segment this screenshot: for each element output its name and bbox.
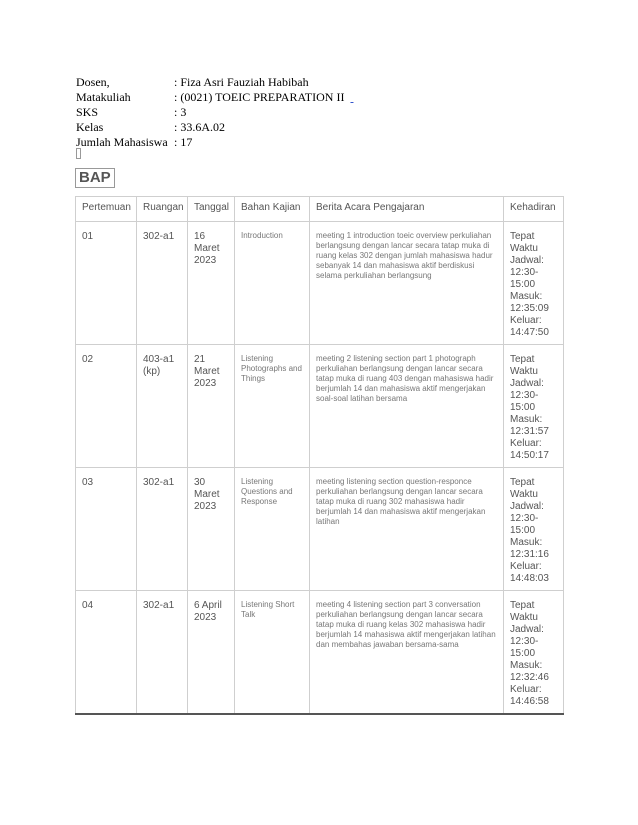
attendance-in: Masuk: 12:31:16 xyxy=(510,537,549,560)
header-pertemuan: Pertemuan xyxy=(76,197,137,222)
info-row-kelas xyxy=(76,120,353,135)
cell-pertemuan: 04 xyxy=(76,591,137,715)
attendance-status: Tepat Waktu xyxy=(510,600,538,623)
cell-pertemuan: 01 xyxy=(76,222,137,345)
attendance-schedule: Jadwal: 12:30-15:00 xyxy=(510,378,544,413)
header-tanggal: Tanggal xyxy=(188,197,235,222)
cell-bahan-kajian: Listening Photographs and Things xyxy=(235,345,310,468)
cell-tanggal: 30 Maret 2023 xyxy=(188,468,235,591)
info-value: : Fiza Asri Fauziah Habibah xyxy=(174,75,309,89)
info-label: Jumlah Mahasiswa xyxy=(76,135,168,149)
info-row-matakuliah xyxy=(76,90,353,105)
info-row-jumlah xyxy=(76,135,353,150)
info-label: Dosen, xyxy=(76,75,110,89)
info-label: Kelas xyxy=(76,120,104,134)
info-label: Matakuliah xyxy=(76,90,131,104)
info-label: SKS xyxy=(76,105,99,119)
info-row-dosen xyxy=(76,75,353,90)
cell-tanggal: 21 Maret 2023 xyxy=(188,345,235,468)
table-row xyxy=(76,222,564,345)
link-marker[interactable] xyxy=(350,90,353,105)
attendance-in: Masuk: 12:32:46 xyxy=(510,660,549,683)
attendance-schedule: Jadwal: 12:30-15:00 xyxy=(510,624,544,659)
attendance-out: Keluar: 14:50:17 xyxy=(510,438,549,461)
cell-tanggal: 6 April 2023 xyxy=(188,591,235,715)
table-row xyxy=(76,468,564,591)
cell-berita-acara: meeting 2 listening section part 1 photograph perkuliahan berlangsung dengan lancar secara tatap muka di ruang 403 dengan mahasiswa hadir berjumlah 14 dan mahasiswa aktif mengerjakan soal-soal latihan bersama xyxy=(310,345,504,468)
header-bahan-kajian: Bahan Kajian xyxy=(235,197,310,222)
cell-ruangan: 302-a1 xyxy=(137,468,188,591)
table-header-row xyxy=(76,197,564,222)
cell-ruangan: 302-a1 xyxy=(137,591,188,715)
attendance-status: Tepat Waktu xyxy=(510,477,538,500)
info-value: : (0021) TOEIC PREPARATION II xyxy=(174,90,345,104)
cell-kehadiran xyxy=(504,345,564,468)
cell-kehadiran xyxy=(504,468,564,591)
attendance-schedule: Jadwal: 12:30-15:00 xyxy=(510,501,544,536)
table-row xyxy=(76,345,564,468)
info-value: : 33.6A.02 xyxy=(174,120,225,134)
attendance-in: Masuk: 12:31:57 xyxy=(510,414,549,437)
attendance-out: Keluar: 14:46:58 xyxy=(510,684,549,707)
table-row xyxy=(76,591,564,715)
info-value: : 17 xyxy=(174,135,193,149)
attendance-status: Tepat Waktu xyxy=(510,231,538,254)
attendance-out: Keluar: 14:47:50 xyxy=(510,315,549,338)
cell-ruangan: 302-a1 xyxy=(137,222,188,345)
course-info xyxy=(76,75,353,150)
header-ruangan: Ruangan xyxy=(137,197,188,222)
cell-bahan-kajian: Listening Questions and Response xyxy=(235,468,310,591)
bap-table xyxy=(75,196,564,715)
cell-tanggal: 16 Maret 2023 xyxy=(188,222,235,345)
cell-ruangan: 403-a1 (kp) xyxy=(137,345,188,468)
attendance-schedule: Jadwal: 12:30-15:00 xyxy=(510,255,544,290)
info-row-sks xyxy=(76,105,353,120)
attendance-out: Keluar: 14:48:03 xyxy=(510,561,549,584)
header-berita-acara: Berita Acara Pengajaran xyxy=(310,197,504,222)
cell-berita-acara: meeting listening section question-responce perkuliahan berlangsung dengan lancar secara tatap muka di ruang 302 mahasiswa hadir berjumlah 14 dan mahasiswa aktif mengerjakan latihan xyxy=(310,468,504,591)
cell-kehadiran xyxy=(504,222,564,345)
attendance-in: Masuk: 12:35:09 xyxy=(510,291,549,314)
cell-bahan-kajian: Listening Short Talk xyxy=(235,591,310,715)
cell-pertemuan: 03 xyxy=(76,468,137,591)
header-kehadiran: Kehadiran xyxy=(504,197,564,222)
section-title: BAP xyxy=(75,168,115,188)
cell-berita-acara: meeting 4 listening section part 3 conversation perkuliahan berlangsung dengan lancar secara tatap muka di ruang kelas 302 mahasiswa hadir berjumlah 14 mahasiswa aktif mengerjakan latihan dan membahas jawaban bersama-sama xyxy=(310,591,504,715)
attendance-status: Tepat Waktu xyxy=(510,354,538,377)
cell-kehadiran xyxy=(504,591,564,715)
cell-bahan-kajian: Introduction xyxy=(235,222,310,345)
cell-berita-acara: meeting 1 introduction toeic overview perkuliahan berlangsung dengan lancar secara tatap muka di ruang kelas 302 dengan jumlah mahasiswa hadur sebanyak 14 dan mahasiswa aktif berdiskusi selama perkuliahan berlangsung xyxy=(310,222,504,345)
cell-pertemuan: 02 xyxy=(76,345,137,468)
missing-glyph-icon xyxy=(76,148,81,159)
info-value: : 3 xyxy=(174,105,187,119)
